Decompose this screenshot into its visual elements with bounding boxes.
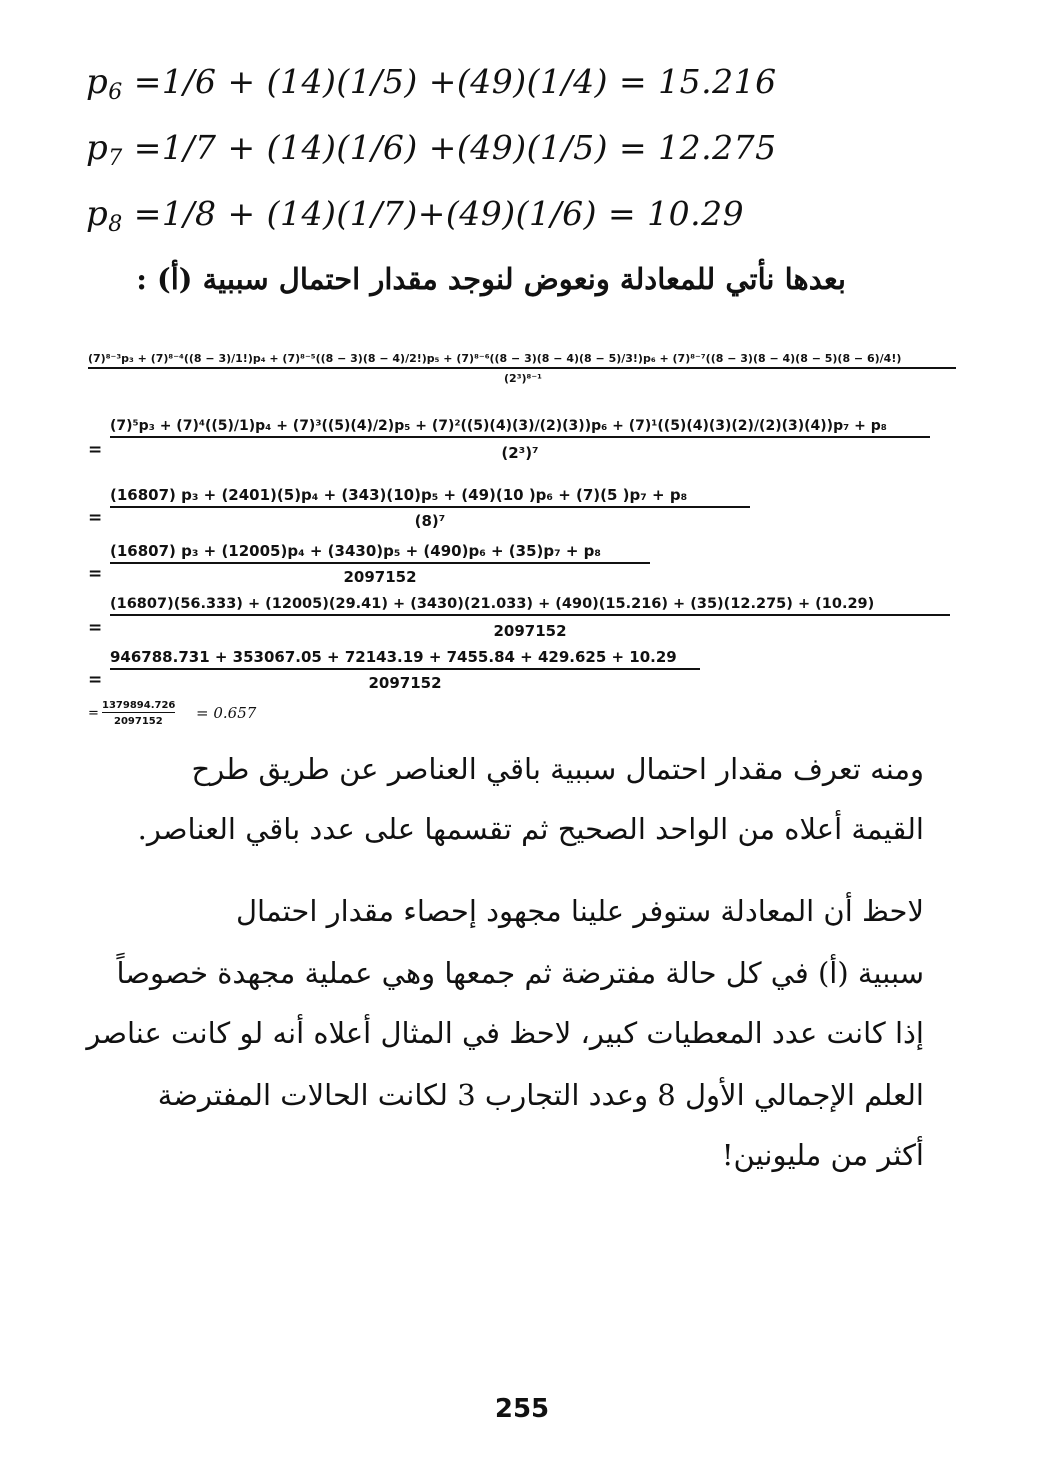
paragraph-2-line-2: سببية (أ) في كل حالة مفترضة ثم جمعها وهي عملية مجهدة خصوصاً: [116, 956, 924, 990]
paragraph-2-line-1: لاحظ أن المعادلة ستوفر علينا مجهود إحصاء مقدار احتمال: [235, 894, 924, 928]
equation-p8: $p_8 =1/8 + (14)(1/7)+(49)(1/6) = 10.29$: [86, 194, 745, 237]
fraction-denominator: (2³)⁷: [501, 444, 539, 462]
equals-sign: =: [88, 670, 103, 690]
fraction-numerator: (16807) p₃ + (2401)(5)p₄ + (343)(10)p₅ + (49)(10 )p₆ + (7)(5 )p₇ + p₈: [110, 486, 750, 508]
equation-p6: $p_6 =1/6 + (14)(1/5) +(49)(1/4) = 15.216$: [86, 62, 777, 105]
fraction-numerator: (7)⁵p₃ + (7)⁴((5)/1)p₄ + (7)³((5)(4)/2)p₅ + (7)²((5)(4)(3)/(2)(3))p₆ + (7)¹((5)(4)(3)(2)/(2)(3)(4))p₇ + p₈: [110, 418, 930, 438]
page-number: 255: [494, 1394, 550, 1424]
final-fraction-denominator: 2097152: [114, 716, 163, 727]
fraction-numerator: (7)⁸⁻³p₃ + (7)⁸⁻⁴((8 − 3)/1!)p₄ + (7)⁸⁻⁵((8 − 3)(8 − 4)/2!)p₅ + (7)⁸⁻⁶((8 − 3)(8 − 4)(8 − 5)/3!)p₆ + (7)⁸⁻⁷((8 − 3)(8 − 4)(8 − 5)(8 − 6)/4!): [88, 352, 956, 369]
fraction-denominator: 2097152: [368, 674, 442, 692]
fraction-numerator: (16807) p₃ + (12005)p₄ + (3430)p₅ + (490)p₆ + (35)p₇ + p₈: [110, 542, 650, 564]
final-fraction-numerator: 1379894.726: [102, 700, 176, 711]
equals-sign: =: [88, 508, 103, 528]
equals-sign: =: [88, 706, 99, 721]
intro-text: بعدها نأتي للمعادلة ونعوض لنوجد مقدار احتمال سببية (أ) :: [136, 262, 846, 296]
equation-p7: $p_7 =1/7 + (14)(1/6) +(49)(1/5) = 12.275$: [86, 128, 777, 171]
paragraph-2-line-4: العلم الإجمالي الأول 8 وعدد التجارب 3 لكانت الحالات المفترضة: [157, 1078, 924, 1112]
fraction-denominator: 2097152: [343, 568, 417, 586]
fraction-denominator: (8)⁷: [414, 512, 446, 530]
paragraph-1-line-2: القيمة أعلاه من الواحد الصحيح ثم تقسمها على عدد باقي العناصر.: [137, 812, 924, 846]
equals-sign: =: [88, 440, 103, 460]
final-value: = 0.657: [196, 704, 257, 722]
paragraph-2-line-3: إذا كانت عدد المعطيات كبير، لاحظ في المثال أعلاه أنه لو كانت عناصر: [86, 1016, 924, 1050]
equals-sign: =: [88, 618, 103, 638]
fraction-numerator: (16807)(56.333) + (12005)(29.41) + (3430)(21.033) + (490)(15.216) + (35)(12.275) + (10.29): [110, 596, 950, 616]
equals-sign: =: [88, 564, 103, 584]
fraction-denominator: (2³)⁸⁻¹: [504, 372, 542, 385]
paragraph-1-line-1: ومنه تعرف مقدار احتمال سببية باقي العناصر عن طريق طرح: [191, 752, 924, 786]
fraction-numerator: 946788.731 + 353067.05 + 72143.19 + 7455.84 + 429.625 + 10.29: [110, 648, 700, 670]
fraction-denominator: 2097152: [493, 622, 567, 640]
paragraph-2-line-5: أكثر من مليونين!: [721, 1138, 924, 1172]
